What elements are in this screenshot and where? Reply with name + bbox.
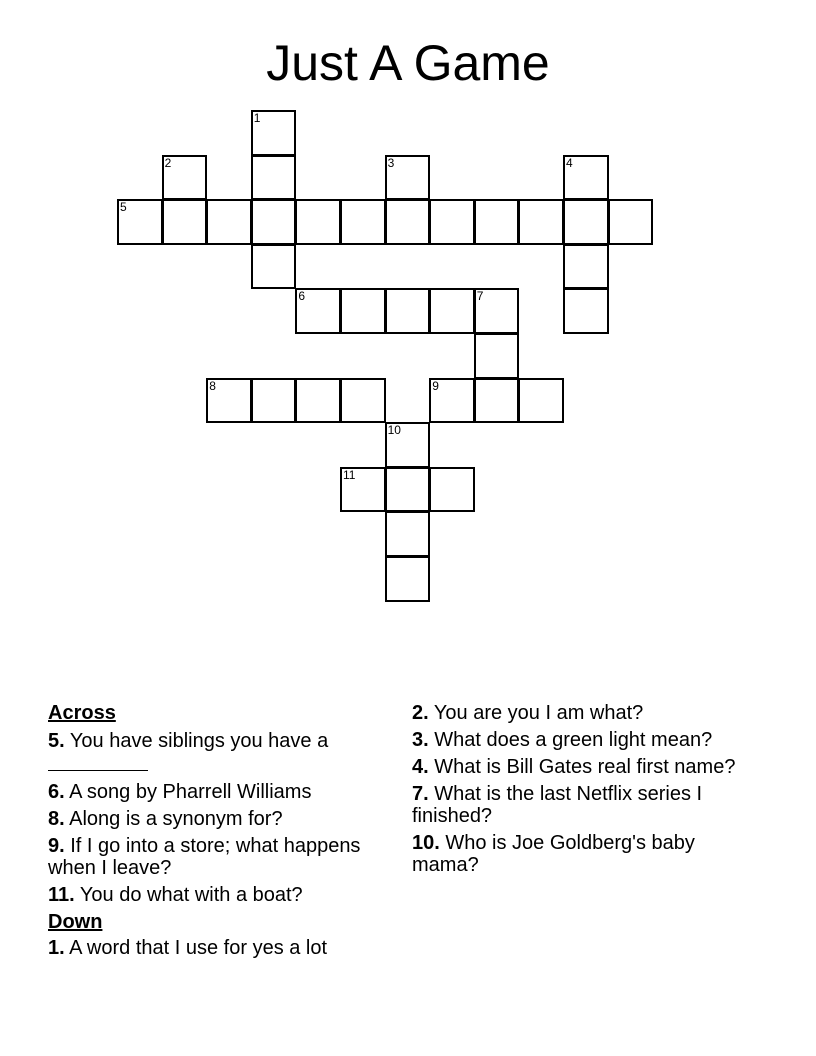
clue-item bbox=[412, 783, 742, 827]
clue-number: 7 bbox=[476, 289, 484, 304]
clue-number: 1. bbox=[48, 937, 65, 959]
clue-number: 10. bbox=[412, 832, 440, 854]
grid-cell[interactable] bbox=[251, 244, 297, 290]
grid-cell[interactable] bbox=[474, 378, 520, 424]
across-clue-list bbox=[48, 730, 378, 906]
grid-cell[interactable] bbox=[340, 288, 386, 334]
clue-number: 8. bbox=[48, 808, 65, 830]
clue-item bbox=[48, 884, 378, 906]
clue-text: What does a green light mean? bbox=[434, 729, 713, 751]
clue-item bbox=[48, 808, 378, 830]
grid-cell[interactable] bbox=[563, 199, 609, 245]
clue-number: 9 bbox=[432, 378, 439, 393]
grid-cell[interactable] bbox=[385, 467, 431, 513]
grid-cell[interactable] bbox=[340, 467, 386, 513]
clue-text: Who is Joe Goldberg's baby mama? bbox=[412, 832, 695, 876]
clue-number: 4. bbox=[412, 756, 429, 778]
grid-cell[interactable] bbox=[251, 199, 297, 245]
grid-cell[interactable] bbox=[340, 199, 386, 245]
clue-text: Along is a synonym for? bbox=[69, 808, 283, 830]
grid-cell[interactable] bbox=[518, 199, 564, 245]
clue-text: What is the last Netflix series I finished? bbox=[412, 783, 703, 827]
grid-cell[interactable] bbox=[117, 199, 163, 245]
grid-cell[interactable] bbox=[295, 378, 341, 424]
grid-cell[interactable] bbox=[385, 155, 431, 201]
clue-number: 11. bbox=[48, 884, 75, 906]
clues-left-column bbox=[48, 702, 378, 964]
grid-cell[interactable] bbox=[474, 199, 520, 245]
clue-text: A word that I use for yes a lot bbox=[69, 937, 328, 959]
grid-cell[interactable] bbox=[206, 199, 252, 245]
clue-number: 4 bbox=[566, 155, 573, 170]
clue-number: 2 bbox=[164, 155, 172, 170]
grid-cell[interactable] bbox=[251, 110, 297, 156]
clue-item bbox=[412, 702, 742, 724]
grid-cell[interactable] bbox=[429, 378, 475, 424]
down-clue-list bbox=[48, 937, 378, 959]
across-heading: Across bbox=[48, 702, 116, 724]
answer-blank-line bbox=[48, 752, 148, 771]
clue-item bbox=[48, 937, 378, 959]
clue-text: You do what with a boat? bbox=[79, 884, 303, 906]
grid-cell[interactable] bbox=[563, 288, 609, 334]
grid-cell[interactable] bbox=[608, 199, 654, 245]
grid-cell[interactable] bbox=[206, 378, 252, 424]
grid-cell[interactable] bbox=[518, 378, 564, 424]
clue-text: You are you I am what? bbox=[433, 702, 644, 724]
clue-item bbox=[412, 756, 742, 778]
clue-number: 7. bbox=[412, 783, 429, 805]
clue-number: 10 bbox=[387, 423, 401, 438]
grid-cell[interactable] bbox=[295, 199, 341, 245]
clue-number: 3. bbox=[412, 729, 429, 751]
clue-item bbox=[48, 730, 378, 776]
grid-cell[interactable] bbox=[385, 199, 431, 245]
clue-item bbox=[48, 835, 378, 879]
puzzle-title: Just A Game bbox=[266, 35, 550, 91]
grid-cell[interactable] bbox=[429, 288, 475, 334]
clue-number: 1 bbox=[253, 111, 261, 125]
grid-cell[interactable] bbox=[474, 288, 520, 334]
grid-cell[interactable] bbox=[295, 288, 341, 334]
clues-right-column bbox=[412, 702, 742, 881]
grid-cell[interactable] bbox=[563, 155, 609, 201]
clue-item bbox=[412, 832, 742, 876]
clue-number: 6. bbox=[48, 781, 65, 803]
clue-number: 6 bbox=[298, 289, 306, 304]
down-clue-list-continued bbox=[412, 702, 742, 876]
clue-item bbox=[48, 781, 378, 803]
clue-number: 11 bbox=[343, 467, 356, 482]
grid-cell[interactable] bbox=[340, 378, 386, 424]
grid-cell[interactable] bbox=[162, 155, 208, 201]
clue-number: 2. bbox=[412, 702, 429, 724]
clue-number: 8 bbox=[209, 378, 216, 393]
clue-text: If I go into a store; what happens when I leave? bbox=[48, 835, 361, 879]
clue-number: 3 bbox=[387, 155, 395, 170]
grid-cell[interactable] bbox=[429, 199, 475, 245]
grid-cell[interactable] bbox=[385, 422, 431, 468]
clue-number: 5. bbox=[48, 730, 65, 752]
grid-cell[interactable] bbox=[385, 288, 431, 334]
down-heading: Down bbox=[48, 911, 103, 933]
grid-cell[interactable] bbox=[385, 511, 431, 557]
clue-text: What is Bill Gates real first name? bbox=[434, 756, 736, 778]
grid-cell[interactable] bbox=[385, 556, 431, 602]
clue-number: 9. bbox=[48, 835, 65, 857]
clue-item bbox=[412, 729, 742, 751]
clue-number: 5 bbox=[120, 200, 127, 215]
grid-cell[interactable] bbox=[251, 378, 297, 424]
grid-cell[interactable] bbox=[251, 155, 297, 201]
grid-cell[interactable] bbox=[563, 244, 609, 290]
grid-cell[interactable] bbox=[429, 467, 475, 513]
grid-cell[interactable] bbox=[474, 333, 520, 379]
clue-text: You have siblings you have a bbox=[69, 730, 329, 752]
clue-text: A song by Pharrell Williams bbox=[69, 781, 312, 803]
grid-cell[interactable] bbox=[162, 199, 208, 245]
